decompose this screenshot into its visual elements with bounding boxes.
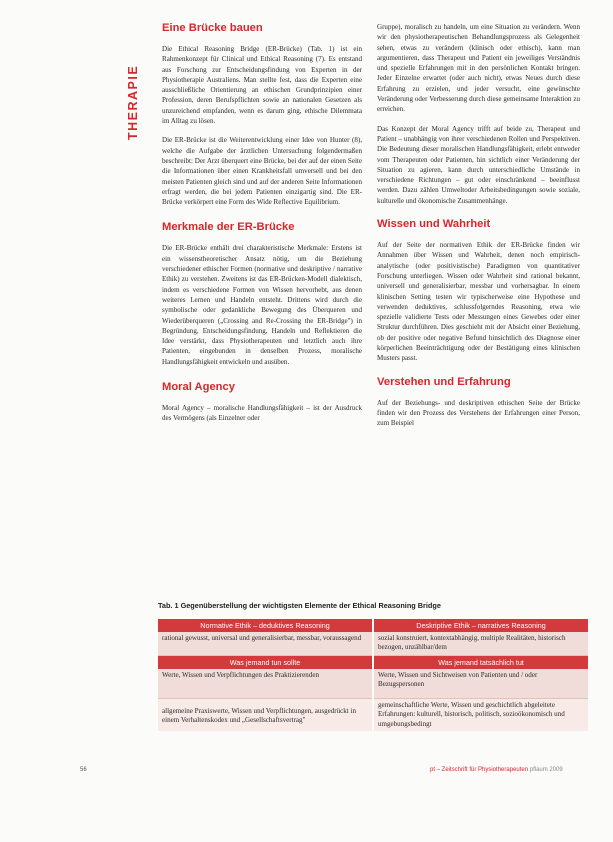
table-row bbox=[158, 699, 588, 731]
heading-merkmale: Merkmale der ER-Brücke bbox=[162, 221, 295, 234]
table-cell: sozial konstruiert, kontextabhängig, multiple Realitäten, historisch bezogen, unzählbar/dem bbox=[373, 632, 588, 655]
table-cell: allgemeine Praxiswerte, Wissen und Verpflichtungen, ausgedrückt in einem Verhaltenskodex und „Gesellschaftsvertrag" bbox=[158, 699, 373, 731]
section-label: THERAPIE bbox=[126, 64, 140, 140]
table-header-cell: Normative Ethik – deduktives Reasoning bbox=[158, 619, 373, 632]
paragraph: Gruppe), moralisch zu handeln, um eine Situation zu verändern. Wenn wir den physiotherapeutischen Behandlungsprozess als Gelegenheit sehen, etwas zu verändern (klinisch oder ethisch), kann man argumentieren, dass Therapeut und Patient ein jeweiliges Verständnis und spezielle Erfahrungen mit in den persönlichen Kontakt bringen. Jeder Einzelne erwartet (oder auch nicht), etwas Neues durch diese Erfahrung zu erzielen, und jeder versucht, eine gewünschte Veränderung oder Verbesserung durch diese gemeinsame Interaktion zu erreichen. bbox=[377, 23, 580, 114]
table-row bbox=[158, 669, 588, 699]
table-header-cell: Was jemand tun sollte bbox=[158, 655, 373, 669]
table-cell: gemeinschaftliche Werte, Wissen und geschichtlich abgeleitete Erfahrungen: kulturell, historisch, politisch, sozioökonomisch und umgebungsbedingt bbox=[373, 699, 588, 731]
heading-wissen-und-wahrheit: Wissen und Wahrheit bbox=[377, 218, 491, 231]
table-cell: rational gewusst, universal und generalisierbar, messbar, voraussagend bbox=[158, 632, 373, 655]
table-header-row bbox=[158, 655, 588, 669]
table-header-cell: Was jemand tatsächlich tut bbox=[373, 655, 588, 669]
publication-footer bbox=[430, 767, 563, 773]
paragraph: Das Konzept der Moral Agency trifft auf beide zu, Therapeut und Patient – unabhängig von ihrer verschiedenen Rollen und Perspektiven. Die Bedeutung dieser moralischen Handlungsfähigkeit, erlebt entweder vom Therapeuten oder Patienten, hin sichtlich einer Veränderung der Situation zu agieren, kann durch unterschiedliche Umstände in verschiedene Richtungen – gut oder einschränkend – beeinflusst werden. Dazu zählen Umweltoder Arbeitsbedingungen sowie soziale, kulturelle und ökonomische Zusammenhänge. bbox=[377, 124, 580, 205]
paragraph: Die ER-Brücke ist die Weiterentwicklung einer Idee von Hunter (8), welche die Aufgabe der ärztlichen Untersuchung folgendermaßen beschreibt: Der Arzt überquert eine Brücke, bei der auf der einen Seite die Informationen über einen Krankheitsfall umversell und bei den meisten Patienten gleich sind und auf der anderen Seite Informationen erfragt werden, die bei jedem Patienten einzigartig sind. Die ER-Brücke verkörpert eine Form des Wide Reflective Equilibrium. bbox=[162, 136, 362, 207]
paragraph: Auf der Seite der normativen Ethik der ER-Brücke finden wir Annahmen über Wissen und Wahrheit, denen noch empirisch-analytische (oder positivistische) Paradigmen von quantitativer Forschung unterliegen. Wissen oder Wahrheit sind rational bekannt, universell und generalisierbar, messbar und vorhersagbar. In einem klinischen Setting testen wir typischerweise eine Hypothese und verwenden deduktives, schlussfolgerndes Reasoning, etwa wie spezielle validierte Tests oder Messungen eines Gewebes oder einer Struktur durchführen. Dies geschieht mit der Absicht einer Beziehung, ob der positive oder negative Befund hinsichtlich des Diagnose einer körperlichen Beeinträchtigung oder der Bestätigung eines klinischen Musters passt. bbox=[377, 241, 580, 363]
heading-moral-agency: Moral Agency bbox=[162, 381, 235, 394]
left-column bbox=[162, 22, 362, 433]
table-title: Tab. 1 Gegenüberstellung der wichtigsten Elemente der Ethical Reasoning Bridge bbox=[158, 601, 441, 610]
publication-name: pt – Zeitschrift für Physiotherapeuten bbox=[430, 767, 529, 773]
paragraph: Die Ethical Reasoning Bridge (ER-Brücke) (Tab. 1) ist ein Rahmenkonzept für Clinical und Ethical Reasoning (7). Es entstand aus Forschung zur Entscheidungsfindung von Experten in der Physiotherapie Australiens. Man stellte fest, dass die Experten eine ausschließliche Orientierung an ethischen Grundprinzipien einer Profession, deren Berufspflichten sowie an nationalen Gesetzen als unzureichend empfanden, wenn es darum ging, ethische Dilemmata im Alltag zu lösen. bbox=[162, 45, 362, 126]
paragraph: Die ER-Brücke enthält drei charakteristische Merkmale: Erstens ist ein wissenstheoretischer Ansatz nötig, um die Beziehung verschiedener ethischer Formen (normative und deskriptive / narrative Ethik) zu verstehen. Zweitens ist das ER-Brücken-Modell dialektisch, indem es verschiedene Formen von Wissen hervorhebt, aus denen weiteres Lernen und Handeln entsteht. Drittens wird durch die symbolische oder gedankliche Bewegung des Überqueren und Wiederüberqueren („Crossing and Re-Crossing the ER-Bridge") in Begründung, Entscheidungsfindung, Handeln und Reflektieren die Idee verstärkt, dass Physiotherapeuten und letztlich auch ihre Patienten, eingebunden in denselben Prozess, moralische Handlungsfähigkeit entwickeln und ausüben. bbox=[162, 244, 362, 366]
table-cell: Werte, Wissen und Sichtweisen von Patienten und / oder Bezugspersonen bbox=[373, 669, 588, 699]
paragraph: Moral Agency – moralische Handlungsfähigkeit – ist der Ausdruck des Vermögens (als Einzelner oder bbox=[162, 404, 362, 423]
right-column bbox=[377, 22, 580, 438]
table-header-row bbox=[158, 619, 588, 632]
publication-issue: pflaum 2009 bbox=[529, 767, 563, 773]
heading-verstehen-und-erfahrung: Verstehen und Erfahrung bbox=[377, 375, 511, 388]
table-cell: Werte, Wissen und Verpflichtungen des Praktizierenden bbox=[158, 669, 373, 699]
table-row bbox=[158, 632, 588, 655]
table-header-cell: Deskriptive Ethik – narratives Reasoning bbox=[373, 619, 588, 632]
paragraph: Auf der Beziehungs- und deskriptiven ethischen Seite der Brücke finden wir den Prozess des Verstehens der Erfahrungen einer Person, zum Beispiel bbox=[377, 398, 580, 428]
page-number: 56 bbox=[80, 767, 87, 773]
heading-eine-bruecke-bauen: Eine Brücke bauen bbox=[162, 22, 263, 34]
comparison-table bbox=[158, 619, 588, 731]
